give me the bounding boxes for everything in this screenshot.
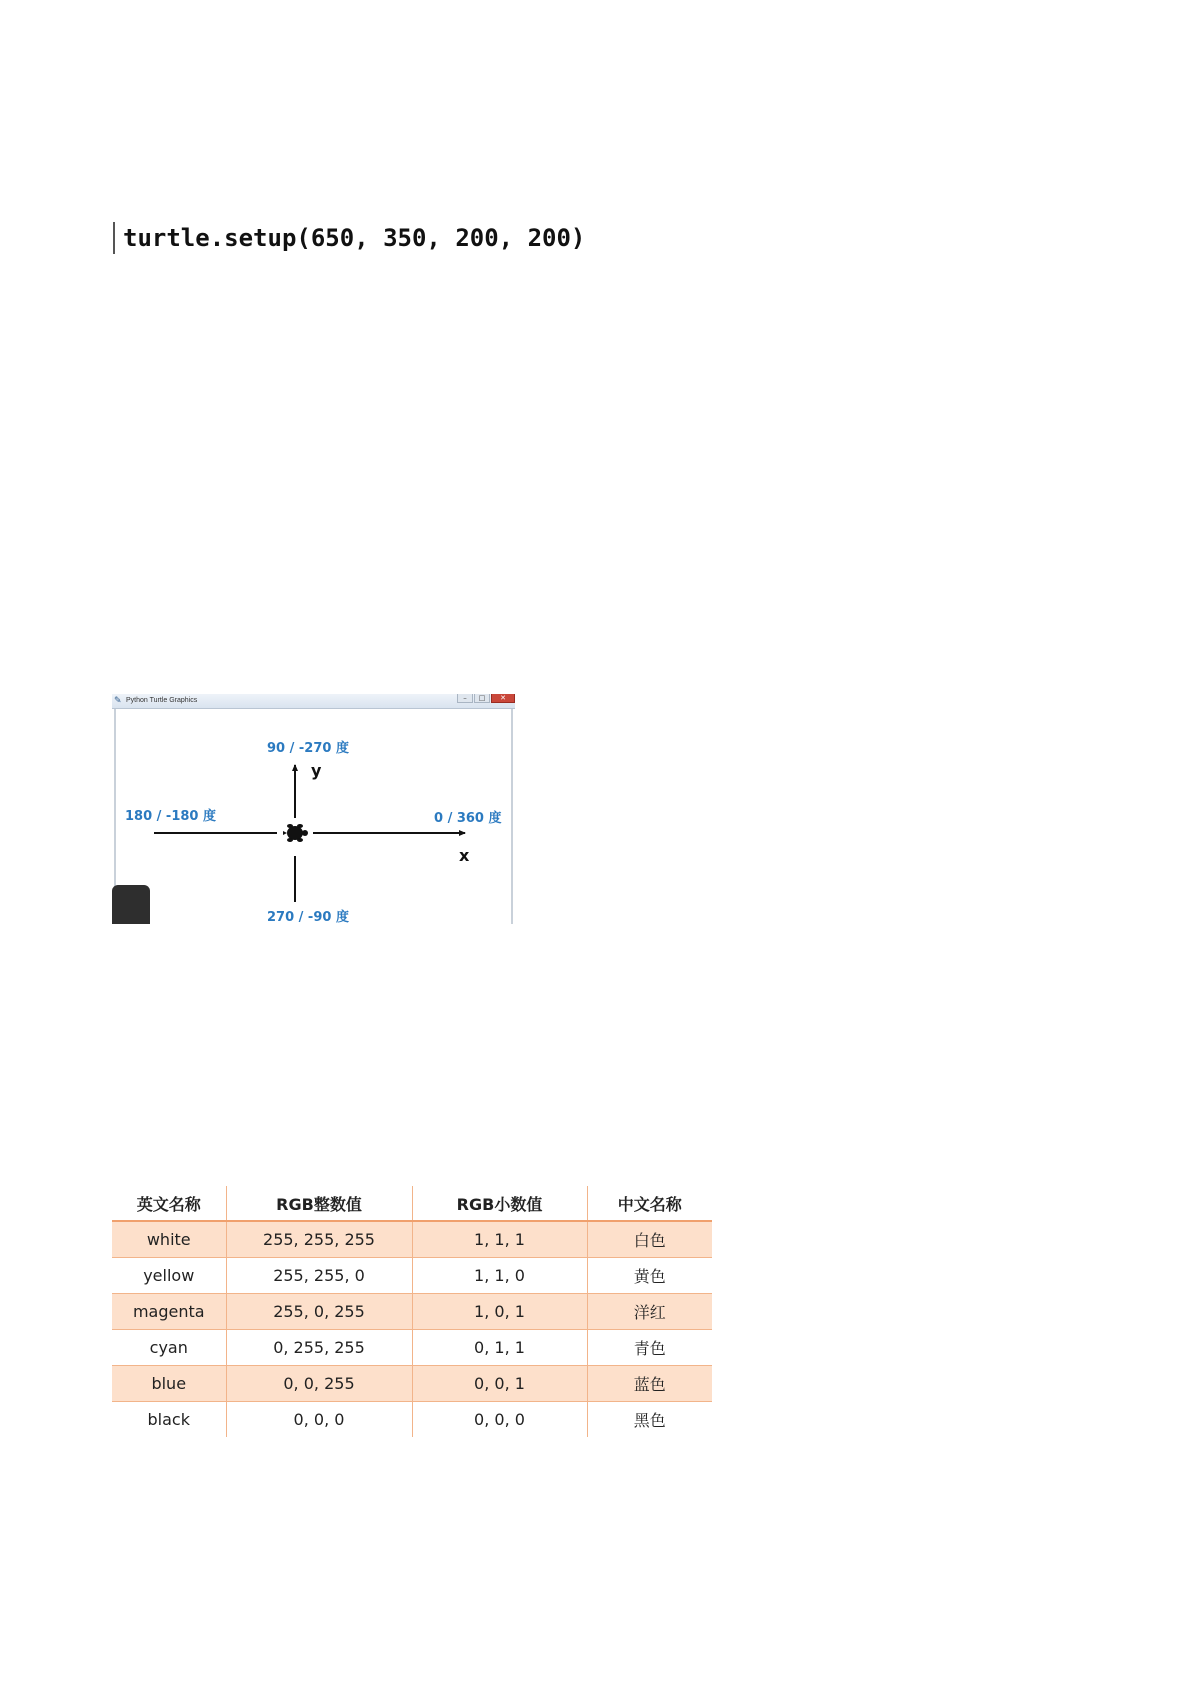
cell-rgb-decimal: 1, 1, 1	[412, 1221, 587, 1258]
cell-chinese-name: 黄色	[587, 1258, 712, 1294]
header-english-name: 英文名称	[112, 1186, 226, 1221]
code-snippet: turtle.setup(650, 350, 200, 200)	[113, 222, 585, 254]
table-row	[112, 1221, 712, 1258]
cell-rgb-decimal: 0, 0, 0	[412, 1402, 587, 1438]
color-table	[112, 1186, 712, 1437]
table-row	[112, 1330, 712, 1366]
table-row	[112, 1402, 712, 1438]
maximize-button[interactable]: □	[474, 694, 490, 703]
label-180-deg: 180 / -180 度	[125, 809, 216, 824]
cell-rgb-decimal: 1, 0, 1	[412, 1294, 587, 1330]
cell-rgb-integer: 255, 255, 0	[226, 1258, 412, 1294]
cell-chinese-name: 白色	[587, 1221, 712, 1258]
cell-chinese-name: 青色	[587, 1330, 712, 1366]
cell-rgb-integer: 255, 0, 255	[226, 1294, 412, 1330]
direction-diagram	[116, 709, 515, 924]
minimize-button[interactable]: –	[457, 694, 473, 703]
window-title: Python Turtle Graphics	[126, 697, 198, 704]
turtle-icon	[283, 824, 308, 842]
cell-chinese-name: 黑色	[587, 1402, 712, 1438]
dark-overlay-block	[112, 885, 150, 924]
cell-rgb-integer: 0, 0, 0	[226, 1402, 412, 1438]
table-row	[112, 1294, 712, 1330]
cell-rgb-decimal: 0, 0, 1	[412, 1366, 587, 1402]
label-90-deg: 90 / -270 度	[267, 741, 349, 756]
turtle-window	[112, 694, 515, 924]
cell-rgb-decimal: 1, 1, 0	[412, 1258, 587, 1294]
python-feather-icon: ✎	[114, 696, 122, 706]
cell-rgb-decimal: 0, 1, 1	[412, 1330, 587, 1366]
cell-chinese-name: 蓝色	[587, 1366, 712, 1402]
label-270-deg: 270 / -90 度	[267, 910, 349, 924]
cell-english-name: black	[112, 1402, 226, 1438]
header-rgb-decimal: RGB小数值	[412, 1186, 587, 1221]
cell-english-name: magenta	[112, 1294, 226, 1330]
cell-english-name: cyan	[112, 1330, 226, 1366]
header-chinese-name: 中文名称	[587, 1186, 712, 1221]
cell-rgb-integer: 255, 255, 255	[226, 1221, 412, 1258]
label-x-axis: x	[459, 846, 470, 865]
window-controls	[456, 694, 515, 704]
cell-english-name: yellow	[112, 1258, 226, 1294]
turtle-canvas	[114, 709, 513, 924]
window-titlebar	[112, 694, 515, 709]
header-rgb-integer: RGB整数值	[226, 1186, 412, 1221]
table-row	[112, 1258, 712, 1294]
cell-rgb-integer: 0, 0, 255	[226, 1366, 412, 1402]
table-header-row	[112, 1186, 712, 1221]
label-0-deg: 0 / 360 度	[434, 811, 502, 826]
cell-english-name: white	[112, 1221, 226, 1258]
close-button[interactable]: ✕	[491, 694, 515, 703]
cell-chinese-name: 洋红	[587, 1294, 712, 1330]
cell-rgb-integer: 0, 255, 255	[226, 1330, 412, 1366]
label-y-axis: y	[311, 761, 322, 780]
table-row	[112, 1366, 712, 1402]
cell-english-name: blue	[112, 1366, 226, 1402]
